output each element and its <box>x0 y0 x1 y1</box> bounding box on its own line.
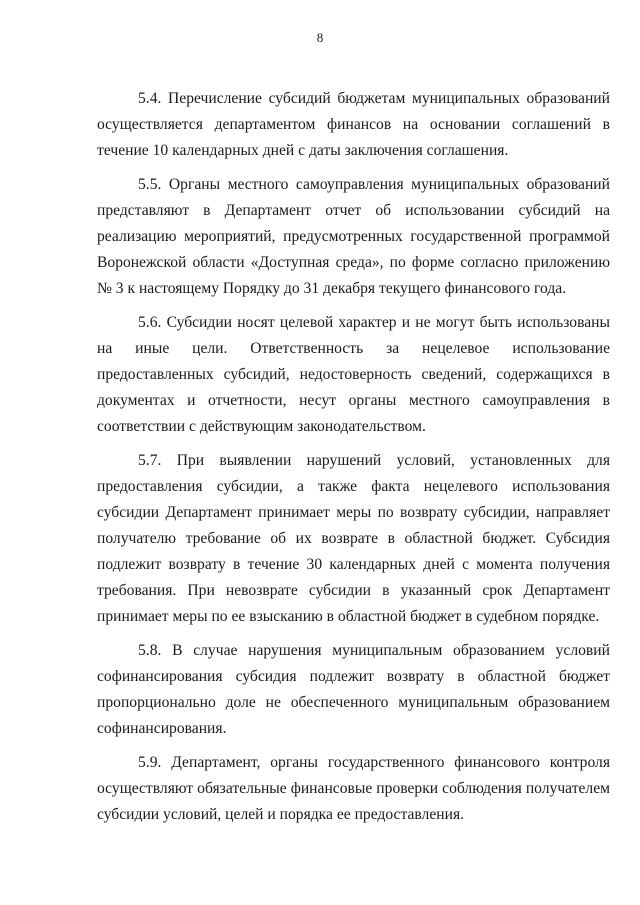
document-body <box>97 86 610 836</box>
page-number: 8 <box>316 30 324 45</box>
paragraph-5-6: 5.6. Субсидии носят целевой характер и не могут быть использованы на иные цели. Ответственность за нецелевое использование предоставленных субсидий, недостоверность сведений, содержащихся в документах и отчетности, несут органы местного самоуправления в соответствии с действующим законодательством. <box>97 314 610 435</box>
paragraph-5-7: 5.7. При выявлении нарушений условий, установленных для предоставления субсидии, а также факта нецелевого использования субсидии Департамент принимает меры по возврату субсидии, направляет получателю требование об их возврате в областной бюджет. Субсидия подлежит возврату в течение 30 календарных дней с момента получения требования. При невозврате субсидии в указанный срок Департамент принимает меры по ее взысканию в областной бюджет в судебном порядке. <box>97 452 610 625</box>
paragraph-5-5: 5.5. Органы местного самоуправления муниципальных образований представляют в Департамент отчет об использовании субсидий на реализацию мероприятий, предусмотренных государственной программой Воронежской области «Доступная среда», по форме согласно приложению № 3 к настоящему Порядку до 31 декабря текущего финансового года. <box>97 176 610 297</box>
paragraph-5-9: 5.9. Департамент, органы государственного финансового контроля осуществляют обязательные финансовые проверки соблюдения получателем субсидии условий, целей и порядка ее предоставления. <box>97 754 610 823</box>
paragraph-5-8: 5.8. В случае нарушения муниципальным образованием условий софинансирования субсидия подлежит возврату в областной бюджет пропорционально доле не обеспеченного муниципальным образованием софинансирования. <box>97 642 610 737</box>
paragraph-5-4: 5.4. Перечисление субсидий бюджетам муниципальных образований осуществляется департаментом финансов на основании соглашений в течение 10 календарных дней с даты заключения соглашения. <box>97 90 610 159</box>
